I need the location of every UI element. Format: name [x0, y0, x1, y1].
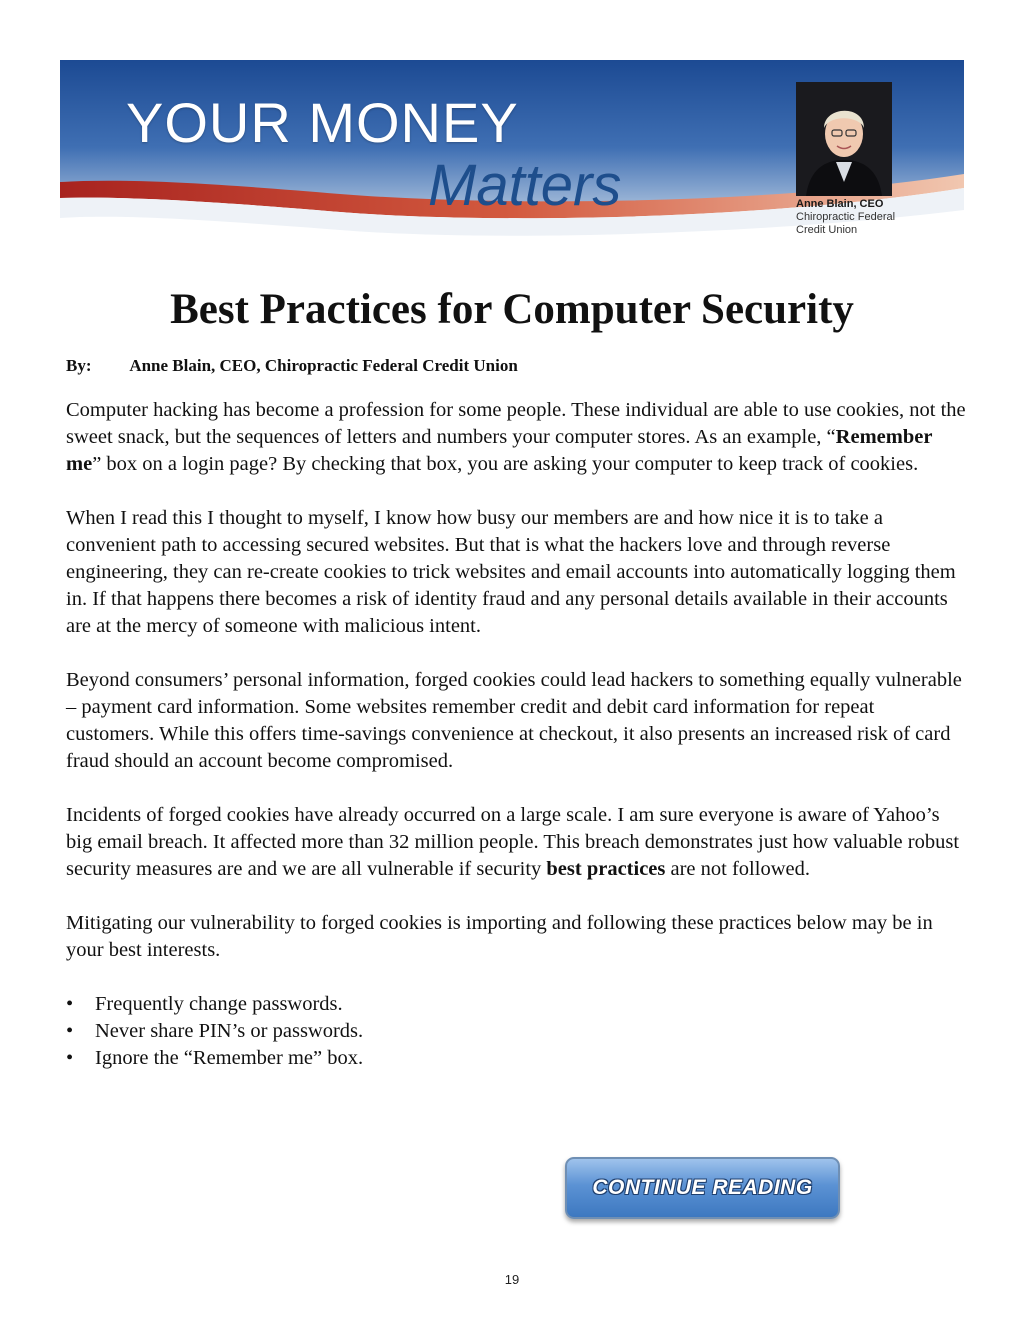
paragraph-3: Beyond consumers’ personal information, forged cookies could lead hackers to something equally vulnerable – payment card information. Some websites remember credit and debit card information for repeat customers. While this offers time-savings convenience at checkout, it also presents an increased risk of card fraud should an account become compromised.: [66, 669, 962, 772]
article-body: [66, 397, 966, 1072]
continue-reading-label: CONTINUE READING: [592, 1176, 813, 1199]
paragraph-4-text-a: Incidents of forged cookies have already occurred on a large scale. I am sure everyone is aware of Yahoo’s big email breach. It affected more than 32 million people. This breach demonstrates just how valuable robust security measures are and we are all vulnerable if security: [66, 804, 960, 880]
list-item: • Never share PIN’s or passwords.: [66, 1018, 966, 1045]
remember-me-emphasis: Remember me: [66, 426, 933, 475]
paragraph-4: [66, 802, 966, 883]
article-title: Best Practices for Computer Security: [170, 286, 854, 333]
list-item: • Frequently change passwords.: [66, 991, 966, 1018]
byline: [66, 356, 518, 376]
caption-name: Anne Blain, CEO: [796, 198, 884, 210]
author-photo: [796, 82, 892, 196]
byline-author: Anne Blain, CEO, Chiropractic Federal Credit Union: [129, 356, 518, 375]
paragraph-1-text-a: Computer hacking has become a profession for some people. These individual are able to use cookies, not the sweet snack, but the sequences of letters and numbers your computer stores. As an example, “: [66, 399, 966, 448]
caption-org-line1: Chiropractic Federal: [796, 211, 896, 223]
paragraph-2: When I read this I thought to myself, I know how busy our members are and how nice it is to take a convenient path to accessing secured websites. But that is what the hackers love and through reverse engineering, they can re-create cookies to trick websites and email accounts into automatically logging them in. If that happens there becomes a risk of identity fraud and any personal details available in their accounts are at the mercy of someone with malicious intent.: [66, 507, 956, 637]
banner-title-line1: YOUR MONEY: [126, 91, 519, 154]
banner-title-line2: Matters: [428, 153, 622, 218]
caption-org-line2: Credit Union: [796, 224, 858, 236]
best-practices-emphasis: best practices: [546, 858, 666, 880]
paragraph-1: [66, 397, 966, 478]
page-number: 19: [504, 1272, 520, 1287]
byline-label: By:: [66, 356, 92, 375]
header-banner: [60, 60, 964, 260]
list-item: • Ignore the “Remember me” box.: [66, 1045, 966, 1072]
continue-reading-button[interactable]: [565, 1157, 840, 1219]
paragraph-1-text-b: ” box on a login page? By checking that box, you are asking your computer to keep track of cookies.: [92, 453, 919, 475]
paragraph-4-text-b: are not followed.: [665, 858, 810, 880]
paragraph-5: Mitigating our vulnerability to forged cookies is importing and following these practices below may be in your best interests.: [66, 912, 933, 961]
author-caption: [796, 198, 895, 237]
practices-list: [66, 991, 966, 1072]
